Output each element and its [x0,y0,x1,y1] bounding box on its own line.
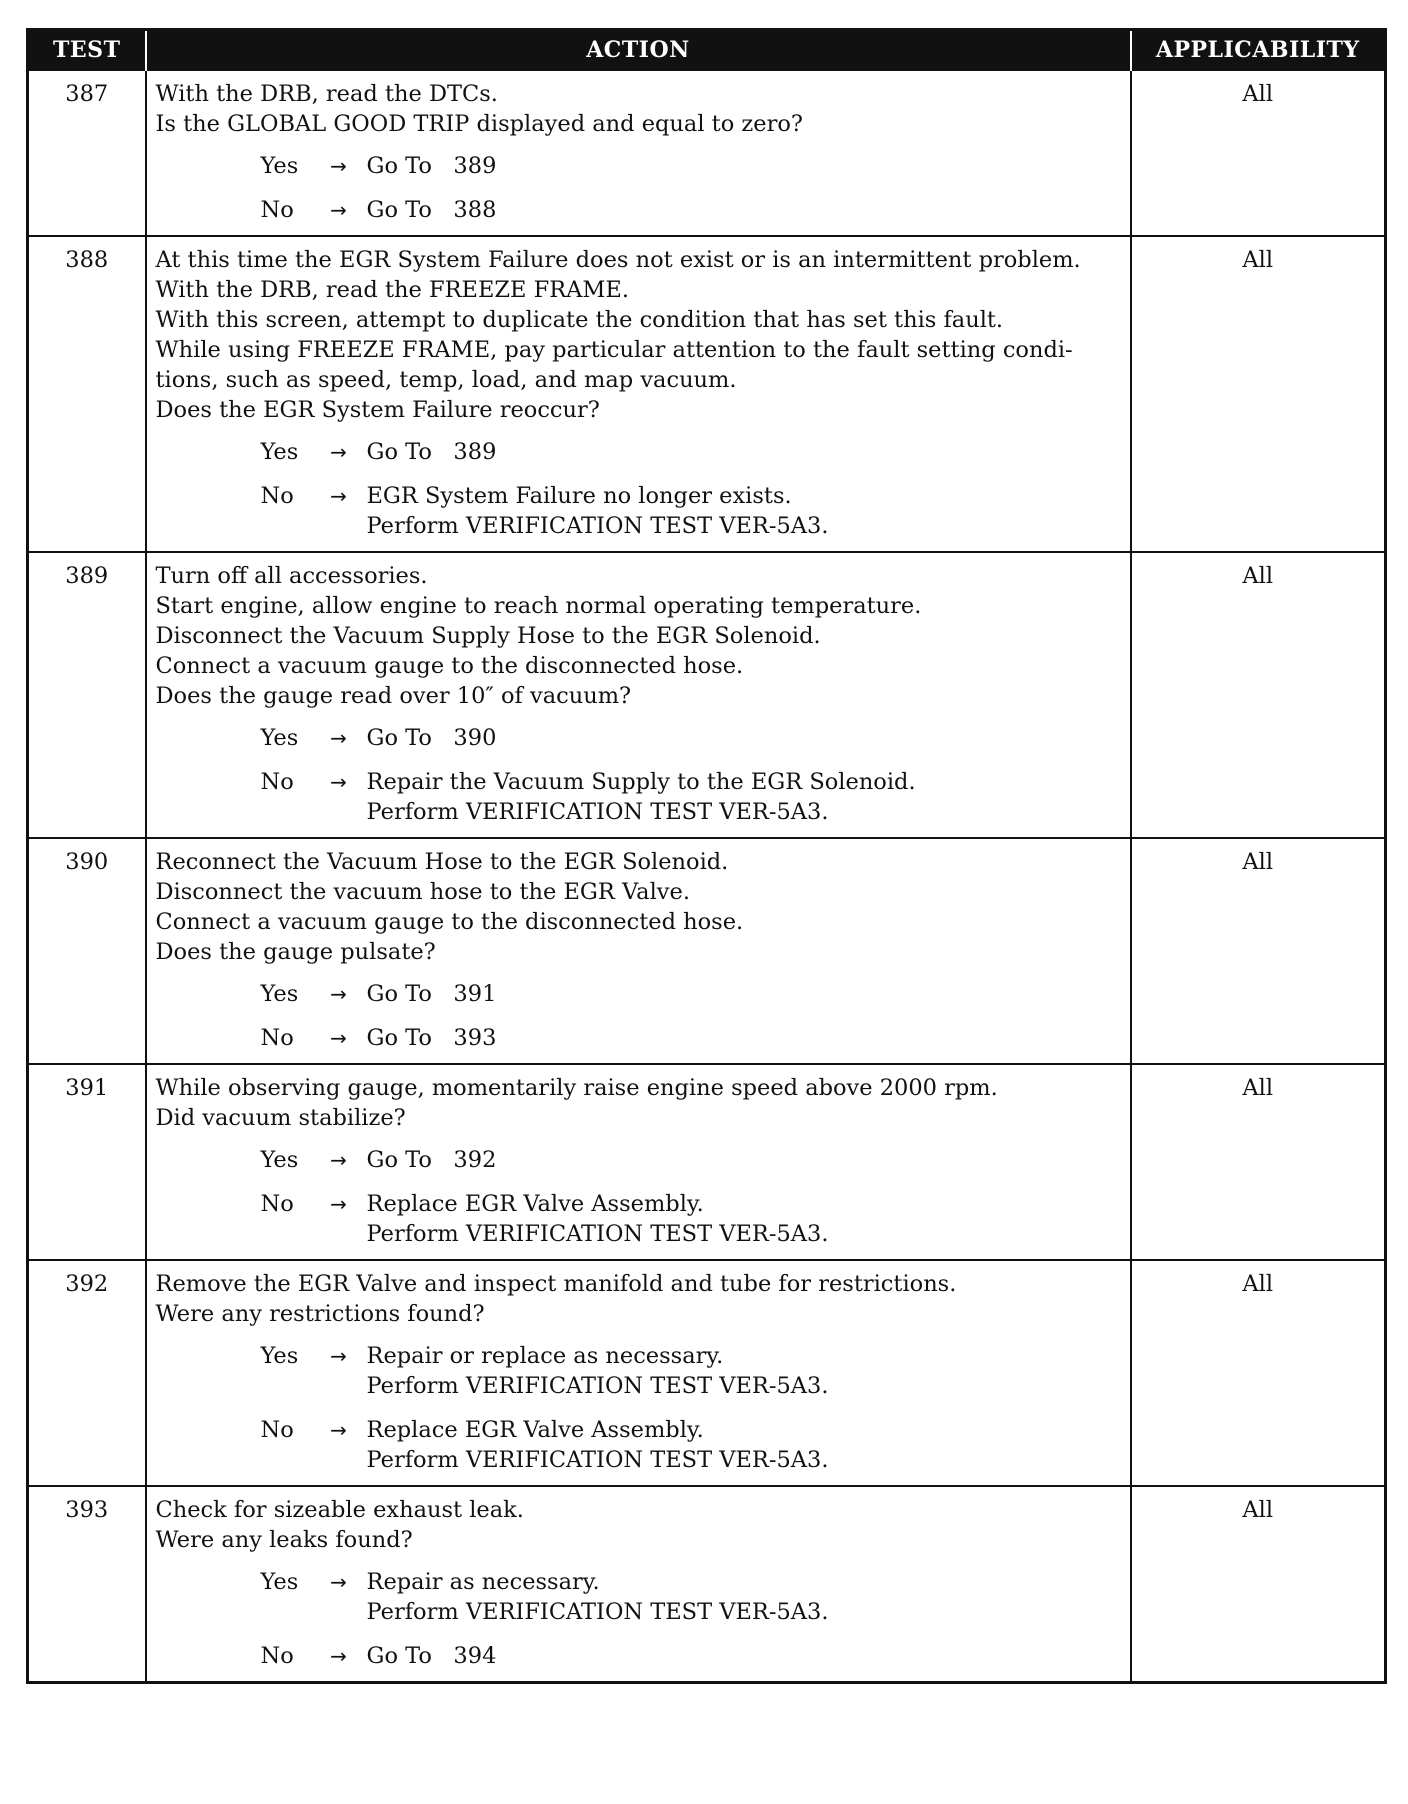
arrow-right-icon: → [330,1418,347,1442]
outcome-text-line: Go To 390 [366,725,497,751]
outcome-text [367,767,1122,827]
diagnostic-test-table [26,28,1387,1684]
action-step: Does the gauge read over 10″ of vacuum? [155,683,632,709]
outcome-yes [261,437,1122,467]
outcome-text-line: Repair or replace as necessary. [366,1343,724,1369]
arrow-right-icon: → [330,198,347,222]
action-step: With this screen, attempt to duplicate the condition that has set this fault. [155,307,1004,333]
outcome-yes [261,1341,1122,1401]
table-row [28,1486,1386,1683]
outcome-label: Yes [260,981,299,1007]
outcome-label: No [260,1025,294,1051]
outcome-text-line: Replace EGR Valve Assembly. [366,1191,704,1217]
action-step: Were any leaks found? [155,1527,413,1553]
action-cell [146,236,1131,552]
outcome-text-line: Perform VERIFICATION TEST VER-5A3. [366,1221,829,1247]
action-step: Connect a vacuum gauge to the disconnected hose. [155,909,744,935]
applicability-value: All [1131,1064,1386,1260]
action-cell [146,552,1131,838]
outcome-label: No [260,483,294,509]
arrow-right-icon: → [330,1148,347,1172]
outcome-no [261,1189,1122,1249]
arrow-right-icon: → [330,726,347,750]
action-step: With the DRB, read the DTCs. [155,81,498,107]
table-row [28,70,1386,236]
outcome-list [156,437,1122,541]
action-step: Start engine, allow engine to reach normal operating temperature. [155,593,922,619]
outcome-text [367,1567,1122,1627]
outcome-text-line: Go To 388 [366,197,497,223]
outcome-no [261,1641,1122,1671]
outcome-text [367,1145,1122,1175]
outcome-text [367,1341,1122,1401]
table-row [28,1064,1386,1260]
test-number: 387 [28,70,146,236]
outcome-text [367,437,1122,467]
outcome-text [367,1023,1122,1053]
action-step: With the DRB, read the FREEZE FRAME. [155,277,629,303]
outcome-label: Yes [260,1147,299,1173]
outcome-text-line: Go To 394 [366,1643,497,1669]
outcome-text [367,481,1122,541]
outcome-list [156,723,1122,827]
header-applicability: APPLICABILITY [1131,30,1386,71]
applicability-value: All [1131,70,1386,236]
applicability-value: All [1131,1486,1386,1683]
test-number: 389 [28,552,146,838]
action-step: While observing gauge, momentarily raise engine speed above 2000 rpm. [155,1075,998,1101]
outcome-list [156,151,1122,225]
outcome-text-line: Go To 389 [366,153,497,179]
outcome-text-line: Go To 391 [366,981,497,1007]
header-action: ACTION [146,30,1131,71]
arrow-right-icon: → [330,440,347,464]
action-step: Check for sizeable exhaust leak. [155,1497,524,1523]
outcome-label: No [260,1643,294,1669]
action-step: Disconnect the Vacuum Supply Hose to the EGR Solenoid. [155,623,821,649]
table-row [28,236,1386,552]
table-row [28,1260,1386,1486]
outcome-text-line: Replace EGR Valve Assembly. [366,1417,704,1443]
applicability-value: All [1131,838,1386,1064]
outcome-text-line: EGR System Failure no longer exists. [366,483,792,509]
outcome-label: No [260,197,294,223]
outcome-label: Yes [260,725,299,751]
applicability-value: All [1131,236,1386,552]
action-step: Turn off all accessories. [155,563,428,589]
outcome-text-line: Go To 389 [366,439,497,465]
outcome-label: Yes [260,1569,299,1595]
arrow-right-icon: → [330,770,347,794]
outcome-no [261,195,1122,225]
outcome-text-line: Perform VERIFICATION TEST VER-5A3. [366,1373,829,1399]
outcome-list [156,1341,1122,1475]
table-body [28,70,1386,1683]
outcome-yes [261,723,1122,753]
action-cell [146,1064,1131,1260]
outcome-yes [261,979,1122,1009]
arrow-right-icon: → [330,154,347,178]
outcome-yes [261,1567,1122,1627]
outcome-text-line: Perform VERIFICATION TEST VER-5A3. [366,799,829,825]
action-step: At this time the EGR System Failure does not exist or is an intermittent problem. [155,247,1081,273]
outcome-label: No [260,769,294,795]
outcome-text-line: Go To 392 [366,1147,497,1173]
test-number: 393 [28,1486,146,1683]
outcome-label: Yes [260,153,299,179]
arrow-right-icon: → [330,484,347,508]
outcome-text [367,979,1122,1009]
header-test: TEST [28,30,146,71]
outcome-text-line: Perform VERIFICATION TEST VER-5A3. [366,513,829,539]
outcome-list [156,979,1122,1053]
applicability-value: All [1131,552,1386,838]
action-step: Connect a vacuum gauge to the disconnected hose. [155,653,744,679]
test-number: 391 [28,1064,146,1260]
outcome-no [261,1023,1122,1053]
action-step: tions, such as speed, temp, load, and map vacuum. [155,367,737,393]
action-step: Were any restrictions found? [155,1301,485,1327]
outcome-no [261,481,1122,541]
outcome-text [367,1641,1122,1671]
arrow-right-icon: → [330,1644,347,1668]
arrow-right-icon: → [330,1570,347,1594]
outcome-no [261,767,1122,827]
action-step: Does the EGR System Failure reoccur? [155,397,600,423]
arrow-right-icon: → [330,1026,347,1050]
outcome-label: No [260,1191,294,1217]
outcome-text-line: Go To 393 [366,1025,497,1051]
test-number: 390 [28,838,146,1064]
outcome-label: Yes [260,439,299,465]
outcome-label: Yes [260,1343,299,1369]
header-row [28,30,1386,71]
outcome-list [156,1145,1122,1249]
action-step: While using FREEZE FRAME, pay particular attention to the fault setting condi- [155,337,1073,363]
action-cell [146,838,1131,1064]
action-step: Did vacuum stabilize? [155,1105,406,1131]
arrow-right-icon: → [330,1192,347,1216]
action-cell [146,70,1131,236]
outcome-text [367,151,1122,181]
outcome-text-line: Perform VERIFICATION TEST VER-5A3. [366,1447,829,1473]
arrow-right-icon: → [330,1344,347,1368]
action-step: Reconnect the Vacuum Hose to the EGR Solenoid. [155,849,729,875]
outcome-yes [261,151,1122,181]
outcome-list [156,1567,1122,1671]
outcome-text [367,1189,1122,1249]
test-number: 388 [28,236,146,552]
action-cell [146,1260,1131,1486]
outcome-label: No [260,1417,294,1443]
action-step: Remove the EGR Valve and inspect manifold and tube for restrictions. [155,1271,957,1297]
applicability-value: All [1131,1260,1386,1486]
outcome-yes [261,1145,1122,1175]
action-cell [146,1486,1131,1683]
outcome-no [261,1415,1122,1475]
action-step: Is the GLOBAL GOOD TRIP displayed and equal to zero? [155,111,803,137]
action-step: Does the gauge pulsate? [155,939,436,965]
outcome-text [367,1415,1122,1475]
table-row [28,552,1386,838]
outcome-text-line: Repair the Vacuum Supply to the EGR Solenoid. [366,769,916,795]
outcome-text [367,723,1122,753]
table-header [28,30,1386,71]
arrow-right-icon: → [330,982,347,1006]
action-step: Disconnect the vacuum hose to the EGR Valve. [155,879,690,905]
table-row [28,838,1386,1064]
outcome-text-line: Perform VERIFICATION TEST VER-5A3. [366,1599,829,1625]
outcome-text [367,195,1122,225]
outcome-text-line: Repair as necessary. [366,1569,600,1595]
test-number: 392 [28,1260,146,1486]
